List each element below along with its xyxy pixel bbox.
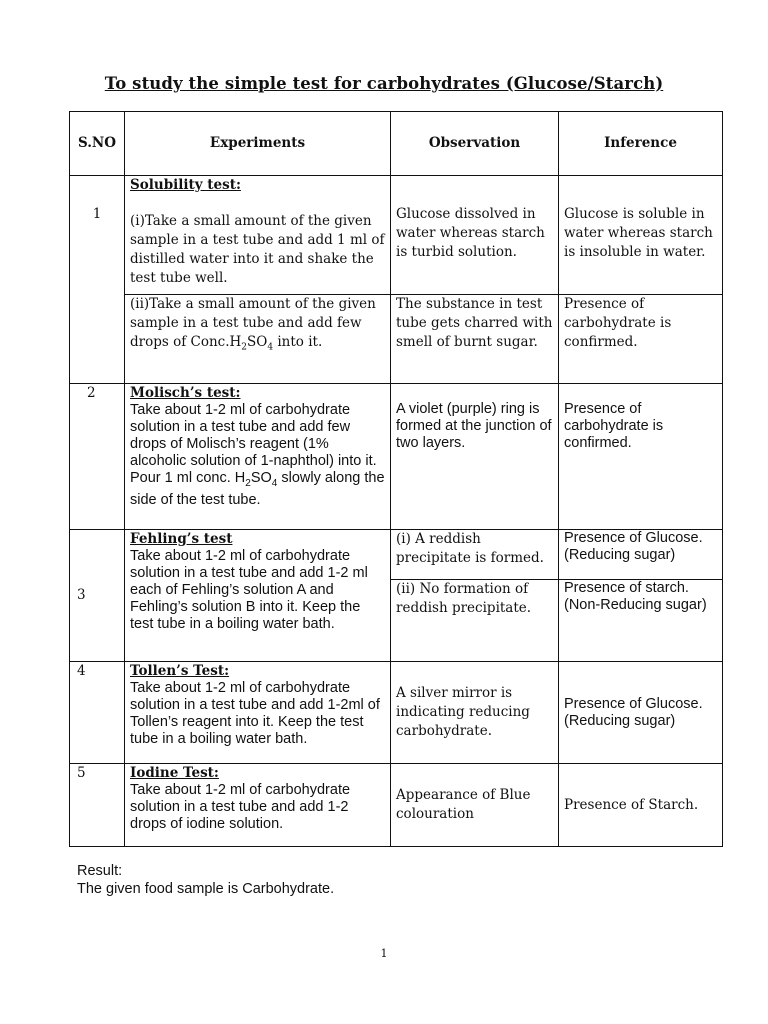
observation-cell [391, 580, 559, 662]
experiment-cell [125, 295, 391, 384]
result-text: The given food sample is Carbohydrate. [77, 881, 335, 897]
header-inference: Inference [559, 112, 723, 176]
inference-text: Presence of carbohydrate is confirmed. [564, 401, 664, 451]
sno-number: 2 [87, 385, 96, 401]
result-section [77, 862, 334, 898]
experiment-cell [125, 384, 391, 530]
inference-cell [559, 295, 723, 384]
sno-cell [70, 662, 125, 764]
experiment-cell [125, 662, 391, 764]
table-row [70, 384, 723, 530]
sno-cell [70, 530, 125, 662]
inference-text: Presence of carbohydrate is confirmed. [564, 296, 672, 350]
inference-text: Presence of Starch. [564, 796, 699, 813]
inference-text: Glucose is soluble in water whereas starch is insoluble in water. [564, 206, 713, 260]
inference-text: Presence of Glucose. [564, 695, 703, 712]
result-label: Result: [77, 863, 123, 879]
experiment-text: (i)Take a small amount of the given sample in a test tube and add 1 ml of distilled water into it and shake the test tube well. [130, 213, 385, 286]
table-row [70, 176, 723, 295]
test-heading: Molisch’s test: [130, 385, 241, 401]
observation-cell [391, 764, 559, 847]
table-row [70, 295, 723, 384]
inference-cell [559, 662, 723, 764]
observation-text: A violet (purple) ring is formed at the junction of two layers. [396, 401, 552, 451]
table-row [70, 530, 723, 580]
experiments-table [69, 111, 723, 847]
inference-text: Presence of starch. [564, 580, 689, 596]
experiment-text: (ii)Take a small amount of the given sample in a test tube and add few drops of $Conc.H_2SO_4$ into it. [130, 296, 376, 353]
page-number: 1 [380, 947, 388, 960]
inference-cell [559, 384, 723, 530]
test-heading: Fehling’s test [130, 531, 233, 547]
observation-cell [391, 662, 559, 764]
page-title: To study the simple test for carbohydrates (Glucose/Starch) [104, 74, 664, 93]
experiment-text: Take about 1-2 ml of carbohydrate solution in a test tube and add 1-2ml of Tollen’s reagent into it. Keep the test tube in a boiling water bath. [130, 680, 380, 747]
test-heading: Solubility test: [130, 177, 241, 193]
inference-note: (Non-Reducing sugar) [564, 597, 707, 613]
observation-text: A silver mirror is indicating reducing carbohydrate. [396, 685, 530, 739]
experiment-text: Take about 1-2 ml of carbohydrate solution in a test tube and add 1-2 drops of iodine solution. [130, 782, 351, 832]
table-header-row [70, 112, 723, 176]
experiment-cell [125, 530, 391, 662]
header-experiments: Experiments [125, 112, 391, 176]
observation-text: (ii) No formation of reddish precipitate. [396, 581, 532, 616]
observation-cell [391, 295, 559, 384]
experiment-text: Take about 1-2 ml of carbohydrate solution in a test tube and add 1-2 ml each of Fehling’s solution A and Fehling’s solution B into it. Keep the test tube in a boiling water bath. [130, 548, 368, 632]
inference-cell [559, 580, 723, 662]
sno-number: 5 [77, 765, 86, 781]
sno-number: 4 [77, 663, 86, 679]
sno-cell [70, 176, 125, 384]
observation-text: Appearance of Blue colouration [396, 787, 531, 822]
table-row [70, 764, 723, 847]
header-sno: S.NO [70, 112, 125, 176]
experiment-cell [125, 176, 391, 295]
sno-number: 3 [77, 587, 86, 603]
table-row [70, 662, 723, 764]
test-heading: Tollen’s Test: [130, 663, 230, 679]
sno-number: 1 [92, 206, 102, 222]
header-observation: Observation [391, 112, 559, 176]
inference-cell [559, 764, 723, 847]
observation-cell [391, 384, 559, 530]
inference-cell [559, 530, 723, 580]
inference-text: Presence of Glucose. [564, 530, 703, 546]
sno-cell [70, 764, 125, 847]
experiment-text: Take about 1-2 ml of carbohydrate solution in a test tube and add few drops of Molisch’s reagent (1% alcoholic solution of 1-naphthol) into it. Pour 1 ml conc. $H_2SO_4$ slowly along the side of the test tube. [130, 402, 385, 508]
sno-cell [70, 384, 125, 530]
observation-cell [391, 176, 559, 295]
experiment-cell [125, 764, 391, 847]
inference-note: (Reducing sugar) [564, 712, 676, 729]
observation-text: The substance in test tube gets charred with smell of burnt sugar. [396, 296, 553, 350]
test-heading: Iodine Test: [130, 765, 219, 781]
inference-cell [559, 176, 723, 295]
inference-note: (Reducing sugar) [564, 547, 676, 563]
observation-cell [391, 530, 559, 580]
observation-text: Glucose dissolved in water whereas starch is turbid solution. [396, 206, 545, 260]
observation-text: (i) A reddish precipitate is formed. [396, 531, 544, 566]
